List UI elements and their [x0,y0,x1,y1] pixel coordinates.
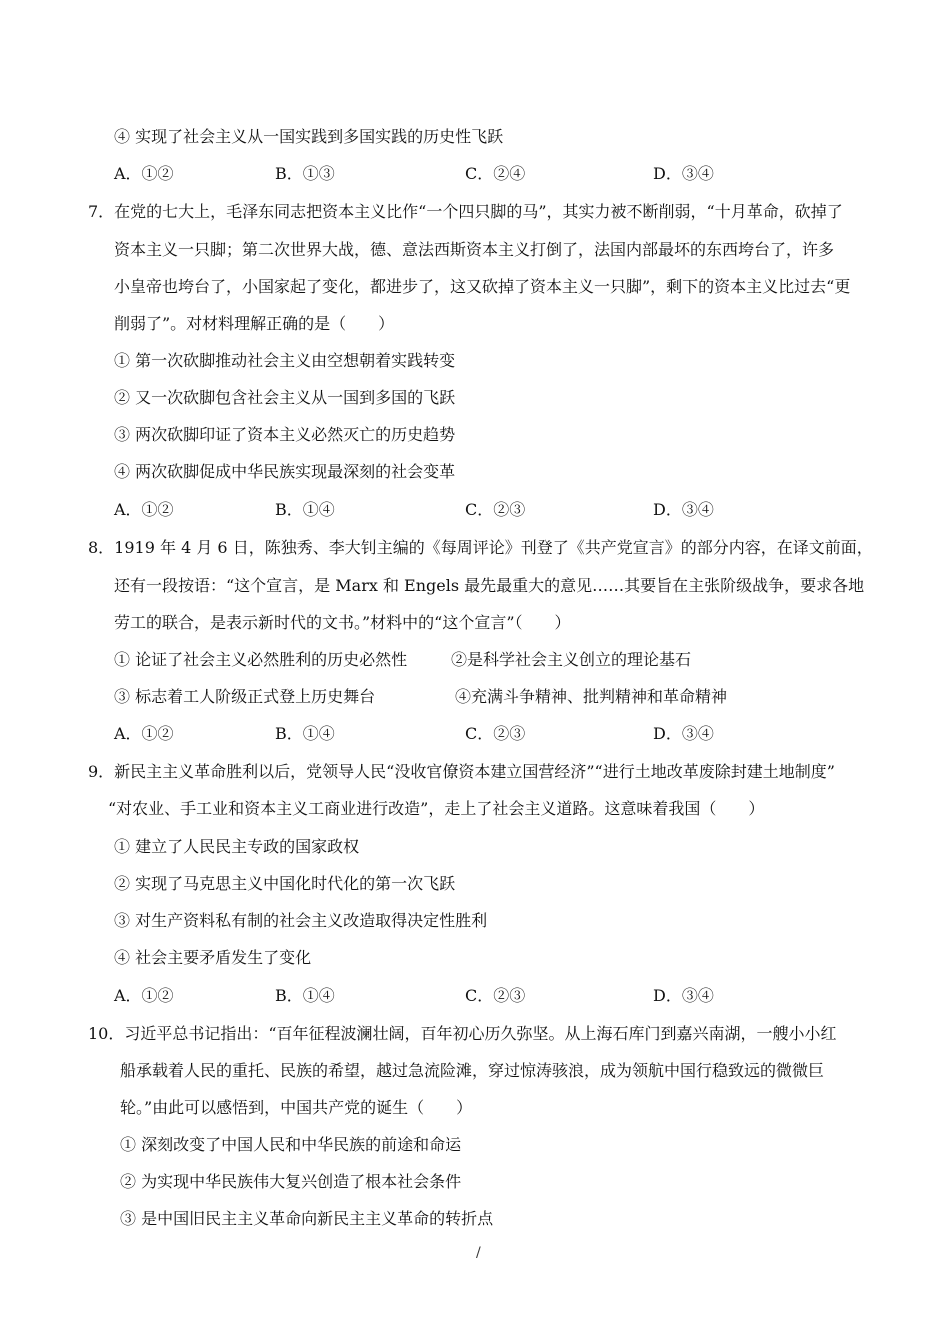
q10-stem-line-3: 轮。”由此可以感悟到，中国共产党的诞生（ ） [120,1098,473,1117]
q9-option-b: B．①④ [275,986,335,1005]
q10-stem-line-1: 10．习近平总书记指出：“百年征程波澜壮阔，百年初心历久弥坚。从上海石库门到嘉兴南湖，一艘小小红 [88,1024,837,1043]
q9-item-1: ① 建立了人民民主专政的国家政权 [114,837,360,856]
q8-option-c: C．②③ [465,724,526,743]
q10-item-2: ② 为实现中华民族伟大复兴创造了根本社会条件 [120,1172,462,1191]
q8-stem-line-3: 劳工的联合，是表示新时代的文书。”材料中的“这个宣言”（ ） [114,613,571,632]
q7-stem-line-1: 7．在党的七大上，毛泽东同志把资本主义比作“一个四只脚的马”，其实力被不断削弱，“十月革命，砍掉了 [88,202,843,221]
q6-item-4: ④ 实现了社会主义从一国实践到多国实践的历史性飞跃 [114,127,504,146]
q10-stem-line-2: 船承载着人民的重托、民族的希望，越过急流险滩，穿过惊涛骇浪，成为领航中国行稳致远的微微巨 [120,1061,825,1080]
q9-item-3: ③ 对生产资料私有制的社会主义改造取得决定性胜利 [114,911,488,930]
q7-option-c: C．②③ [465,500,526,519]
q7-option-b: B．①④ [275,500,335,519]
q8-stem-line-2: 还有一段按语：“这个宣言，是 Marx 和 Engels 最先最重大的意见……其要旨在主张阶级战争，要求各地 [114,576,865,595]
page-footer-mark: / [476,1245,481,1261]
q9-item-2: ② 实现了马克思主义中国化时代化的第一次飞跃 [114,874,456,893]
q7-option-d: D．③④ [653,500,714,519]
q6-option-c: C．②④ [465,164,526,183]
q9-option-d: D．③④ [653,986,714,1005]
q6-option-a: A．①② [114,164,174,183]
q7-option-a: A．①② [114,500,174,519]
q7-item-2: ② 又一次砍脚包含社会主义从一国到多国的飞跃 [114,388,456,407]
q10-item-1: ① 深刻改变了中国人民和中华民族的前途和命运 [120,1135,462,1154]
q10-item-3: ③ 是中国旧民主主义革命向新民主主义革命的转折点 [120,1209,494,1228]
q8-item-2: ②是科学社会主义创立的理论基石 [451,650,692,669]
q8-option-b: B．①④ [275,724,335,743]
q8-stem-line-1: 8．1919 年 4 月 6 日，陈独秀、李大钊主编的《每周评论》刊登了《共产党宣言》的部分内容，在译文前面， [88,538,873,557]
q9-option-a: A．①② [114,986,174,1005]
q9-option-c: C．②③ [465,986,526,1005]
q6-option-b: B．①③ [275,164,335,183]
q9-stem-line-2: “对农业、手工业和资本主义工商业进行改造”，走上了社会主义道路。这意味着我国（ ） [108,799,765,818]
q7-item-4: ④ 两次砍脚促成中华民族实现最深刻的社会变革 [114,462,456,481]
q6-option-d: D．③④ [653,164,714,183]
q8-item-1: ① 论证了社会主义必然胜利的历史必然性 [114,650,408,669]
q9-item-4: ④ 社会主要矛盾发生了变化 [114,948,312,967]
q7-stem-line-4: 削弱了”。对材料理解正确的是（ ） [114,314,395,333]
q7-item-3: ③ 两次砍脚印证了资本主义必然灭亡的历史趋势 [114,425,456,444]
q8-option-a: A．①② [114,724,174,743]
q8-option-d: D．③④ [653,724,714,743]
q7-item-1: ① 第一次砍脚推动社会主义由空想朝着实践转变 [114,351,456,370]
q7-stem-line-3: 小皇帝也垮台了，小国家起了变化，都进步了，这又砍掉了资本主义一只脚”，剩下的资本主义比过去“更 [114,277,851,296]
q8-item-3: ③ 标志着工人阶级正式登上历史舞台 [114,687,376,706]
q7-stem-line-2: 资本主义一只脚；第二次世界大战，德、意法西斯资本主义打倒了，法国内部最坏的东西垮台了，许多 [114,240,835,259]
q8-item-4: ④充满斗争精神、批判精神和革命精神 [455,687,728,706]
q9-stem-line-1: 9．新民主主义革命胜利以后，党领导人民“没收官僚资本建立国营经济”“进行土地改革废除封建土地制度” [88,762,835,781]
